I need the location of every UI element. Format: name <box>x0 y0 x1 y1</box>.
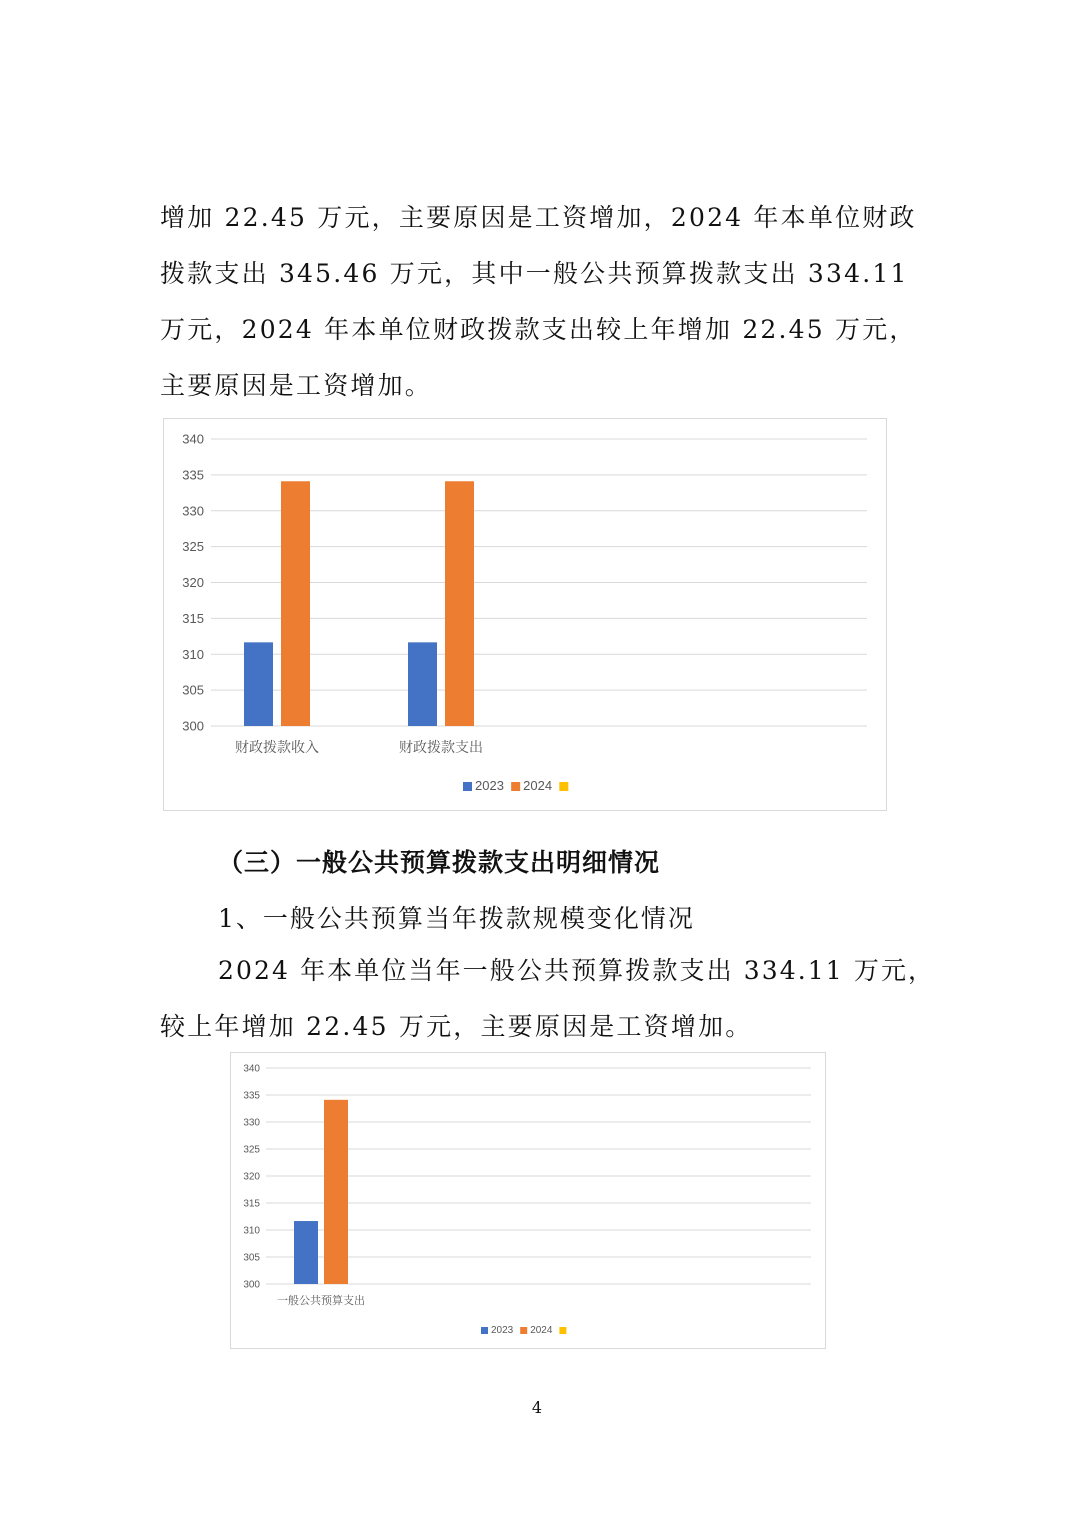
y-tick-label: 305 <box>243 1252 260 1264</box>
category-label: 一般公共预算支出 <box>277 1294 365 1307</box>
legend-label: 2024 <box>530 1325 553 1336</box>
legend-swatch <box>559 1327 566 1334</box>
chart-fiscal-appropriation-svg <box>164 419 886 810</box>
y-tick-label: 300 <box>243 1279 260 1291</box>
legend-swatch <box>511 782 520 791</box>
y-tick-label: 325 <box>243 1144 260 1156</box>
body-line-2: 较上年增加 22.45 万元，主要原因是工资增加。 <box>160 1012 753 1041</box>
bar-2023-0 <box>244 642 273 726</box>
y-tick-label: 325 <box>182 539 204 555</box>
paragraph-line-4: 主要原因是工资增加。 <box>160 371 433 400</box>
chart-fiscal-appropriation <box>163 418 887 811</box>
paragraph-line-3: 万元，2024 年本单位财政拨款支出较上年增加 22.45 万元， <box>160 315 917 344</box>
bar-2024-0 <box>324 1100 348 1284</box>
y-tick-label: 330 <box>243 1117 260 1129</box>
paragraph-line-1: 增加 22.45 万元，主要原因是工资增加，2024 年本单位财政 <box>160 203 917 232</box>
legend-swatch <box>559 782 568 791</box>
chart-general-budget-svg <box>231 1053 825 1348</box>
y-tick-label: 330 <box>182 503 204 519</box>
y-tick-label: 335 <box>243 1090 260 1102</box>
bar-2024-0 <box>281 481 310 726</box>
legend-swatch <box>463 782 472 791</box>
y-tick-label: 310 <box>182 646 204 662</box>
y-tick-label: 335 <box>182 467 204 483</box>
y-tick-label: 305 <box>182 682 204 698</box>
legend-swatch <box>520 1327 527 1334</box>
y-tick-label: 315 <box>182 610 204 626</box>
bar-2023-1 <box>408 642 437 726</box>
y-tick-label: 315 <box>243 1198 260 1210</box>
paragraph-line-2: 拨款支出 345.46 万元，其中一般公共预算拨款支出 334.11 <box>160 259 909 288</box>
y-tick-label: 320 <box>243 1171 260 1183</box>
y-tick-label: 320 <box>182 575 204 591</box>
legend-label: 2024 <box>523 778 553 793</box>
body-line-1: 2024 年本单位当年一般公共预算拨款支出 334.11 万元， <box>218 956 936 985</box>
legend-label: 2023 <box>491 1325 514 1336</box>
bar-2023-0 <box>294 1221 318 1284</box>
bar-2024-1 <box>445 481 474 726</box>
subheading: 1、一般公共预算当年拨款规模变化情况 <box>218 904 695 933</box>
chart-general-budget <box>230 1052 826 1349</box>
category-label: 财政拨款支出 <box>399 740 483 756</box>
y-tick-label: 340 <box>243 1063 260 1075</box>
legend-swatch <box>481 1327 488 1334</box>
category-label: 财政拨款收入 <box>235 740 319 756</box>
y-tick-label: 340 <box>182 431 204 447</box>
y-tick-label: 310 <box>243 1225 260 1237</box>
section-heading: （三）一般公共预算拨款支出明细情况 <box>218 848 661 877</box>
y-tick-label: 300 <box>182 718 204 734</box>
legend-label: 2023 <box>475 778 504 793</box>
page-number: 4 <box>531 1398 543 1417</box>
